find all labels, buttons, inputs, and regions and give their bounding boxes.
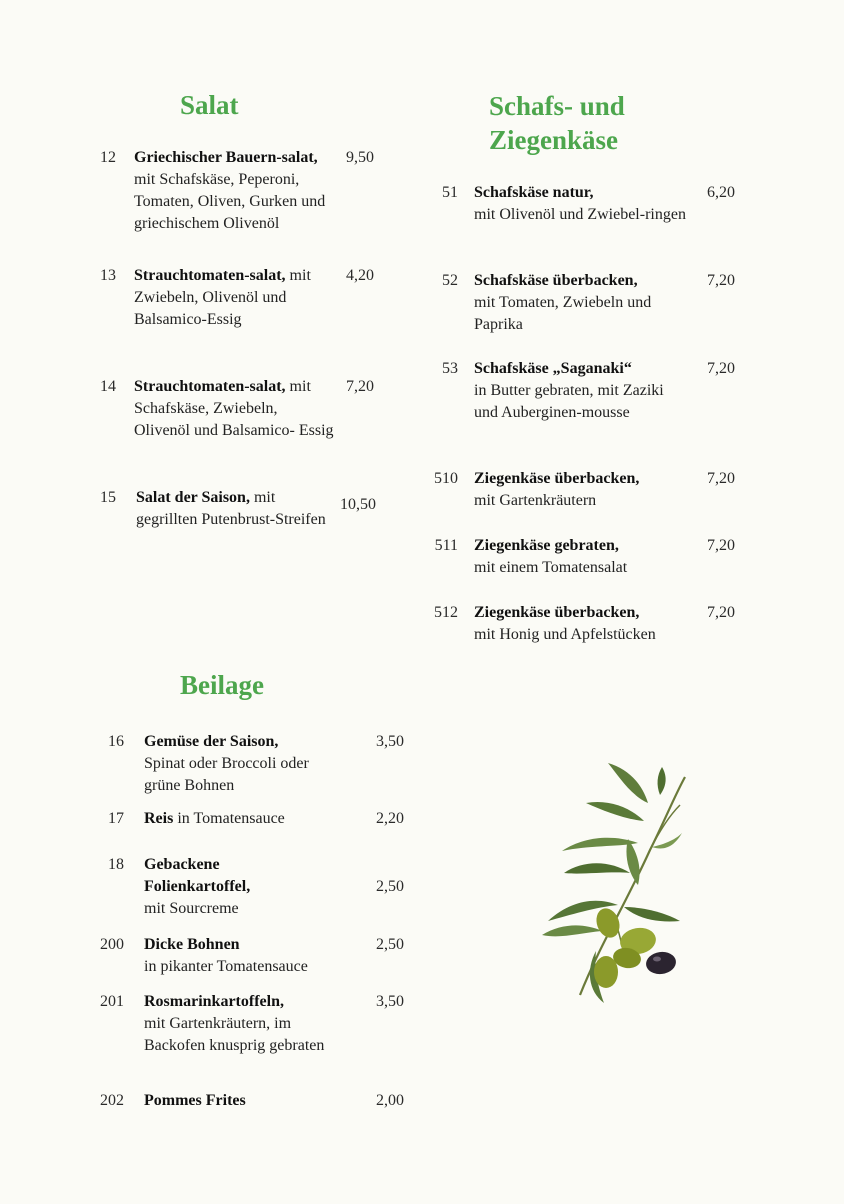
item-details: mit Schafskäse, Peperoni, Tomaten, Oliven, Gurken und griechischem Olivenöl: [134, 171, 326, 232]
item-name: Gemüse der Saison,: [144, 733, 279, 750]
item-description: [144, 934, 364, 978]
item-price: 2,50: [376, 936, 404, 953]
item-details: mit Olivenöl und Zwiebel-ringen: [474, 206, 686, 223]
item-name: Rosmarinkartoffeln,: [144, 993, 284, 1010]
item-price: 7,20: [707, 604, 735, 621]
item-name: Ziegenkäse überbacken,: [474, 604, 640, 621]
item-price: 2,20: [376, 810, 404, 827]
item-details: mit Tomaten, Zwiebeln und Paprika: [474, 294, 652, 333]
item-description: [134, 265, 334, 331]
item-number: 53: [442, 360, 458, 377]
item-price: 7,20: [707, 360, 735, 377]
item-details: mit Schafskäse, Zwiebeln, Olivenöl und Balsamico- Essig: [134, 378, 334, 439]
item-details: in pikanter Tomatensauce: [144, 958, 308, 975]
item-name: Reis: [144, 810, 174, 827]
item-price: 7,20: [346, 378, 374, 395]
salat-heading: Salat: [180, 90, 239, 120]
item-description: [144, 854, 294, 920]
kaese-heading: Schafs- und Ziegenkäse: [489, 91, 625, 155]
item-description: [474, 358, 674, 424]
item-number: 14: [100, 378, 116, 395]
item-description: [474, 270, 689, 336]
item-number: 510: [434, 470, 458, 487]
item-name: Strauchtomaten-salat,: [134, 267, 286, 284]
item-price: 2,00: [376, 1092, 404, 1109]
item-number: 202: [100, 1092, 124, 1109]
item-number: 16: [108, 733, 124, 750]
item-name: Salat der Saison,: [136, 489, 250, 506]
item-description: [144, 808, 364, 830]
item-price: 9,50: [346, 149, 374, 166]
item-details: mit Gartenkräutern: [474, 492, 597, 509]
item-number: 200: [100, 936, 124, 953]
item-details: Spinat oder Broccoli oder grüne Bohnen: [144, 755, 309, 794]
item-number: 12: [100, 149, 116, 166]
item-number: 511: [434, 537, 458, 554]
item-description: [136, 487, 326, 531]
item-name: Griechischer Bauern-salat,: [134, 149, 318, 166]
item-name: Schafskäse überbacken,: [474, 272, 638, 289]
item-description: [144, 1090, 364, 1112]
item-number: 17: [108, 810, 124, 827]
item-name: Pommes Frites: [144, 1092, 246, 1109]
item-price: 4,20: [346, 267, 374, 284]
item-name: Dicke Bohnen: [144, 936, 240, 953]
item-description: [474, 535, 699, 579]
item-name: Schafskäse „Saganaki“: [474, 360, 632, 377]
item-description: [474, 602, 699, 646]
item-number: 15: [100, 489, 116, 506]
item-details: mit Zwiebeln, Olivenöl und Balsamico-Essig: [134, 267, 311, 328]
item-price: 3,50: [376, 993, 404, 1010]
item-price: 2,50: [376, 878, 404, 895]
olive-branch-icon: [520, 755, 690, 1020]
item-details: mit Honig und Apfelstücken: [474, 626, 656, 643]
item-name: Gebackene Folienkartoffel,: [144, 856, 251, 895]
item-price: 3,50: [376, 733, 404, 750]
item-details: mit einem Tomatensalat: [474, 559, 628, 576]
item-details: mit Gartenkräutern, im Backofen knusprig gebraten: [144, 1015, 325, 1054]
item-price: 7,20: [707, 272, 735, 289]
item-details: mit gegrillten Putenbrust-Streifen: [136, 489, 326, 528]
item-number: 201: [100, 993, 124, 1010]
item-description: [474, 182, 689, 226]
item-details: in Butter gebraten, mit Zaziki und Auberginen-mousse: [474, 382, 664, 421]
item-description: [144, 731, 344, 797]
item-number: 51: [442, 184, 458, 201]
item-name: Ziegenkäse überbacken,: [474, 470, 640, 487]
item-number: 52: [442, 272, 458, 289]
item-description: [144, 991, 334, 1057]
item-price: 6,20: [707, 184, 735, 201]
item-description: [474, 468, 699, 512]
item-number: 18: [108, 856, 124, 873]
item-price: 10,50: [340, 496, 376, 513]
item-description: [134, 376, 334, 442]
item-name: Ziegenkäse gebraten,: [474, 537, 619, 554]
item-details: mit Sourcreme: [144, 900, 239, 917]
item-price: 7,20: [707, 537, 735, 554]
item-name: Schafskäse natur,: [474, 184, 594, 201]
item-name: Strauchtomaten-salat,: [134, 378, 286, 395]
item-price: 7,20: [707, 470, 735, 487]
item-number: 512: [434, 604, 458, 621]
item-number: 13: [100, 267, 116, 284]
item-description: [134, 147, 334, 235]
beilage-heading: Beilage: [180, 670, 264, 700]
item-details: in Tomatensauce: [173, 810, 285, 827]
